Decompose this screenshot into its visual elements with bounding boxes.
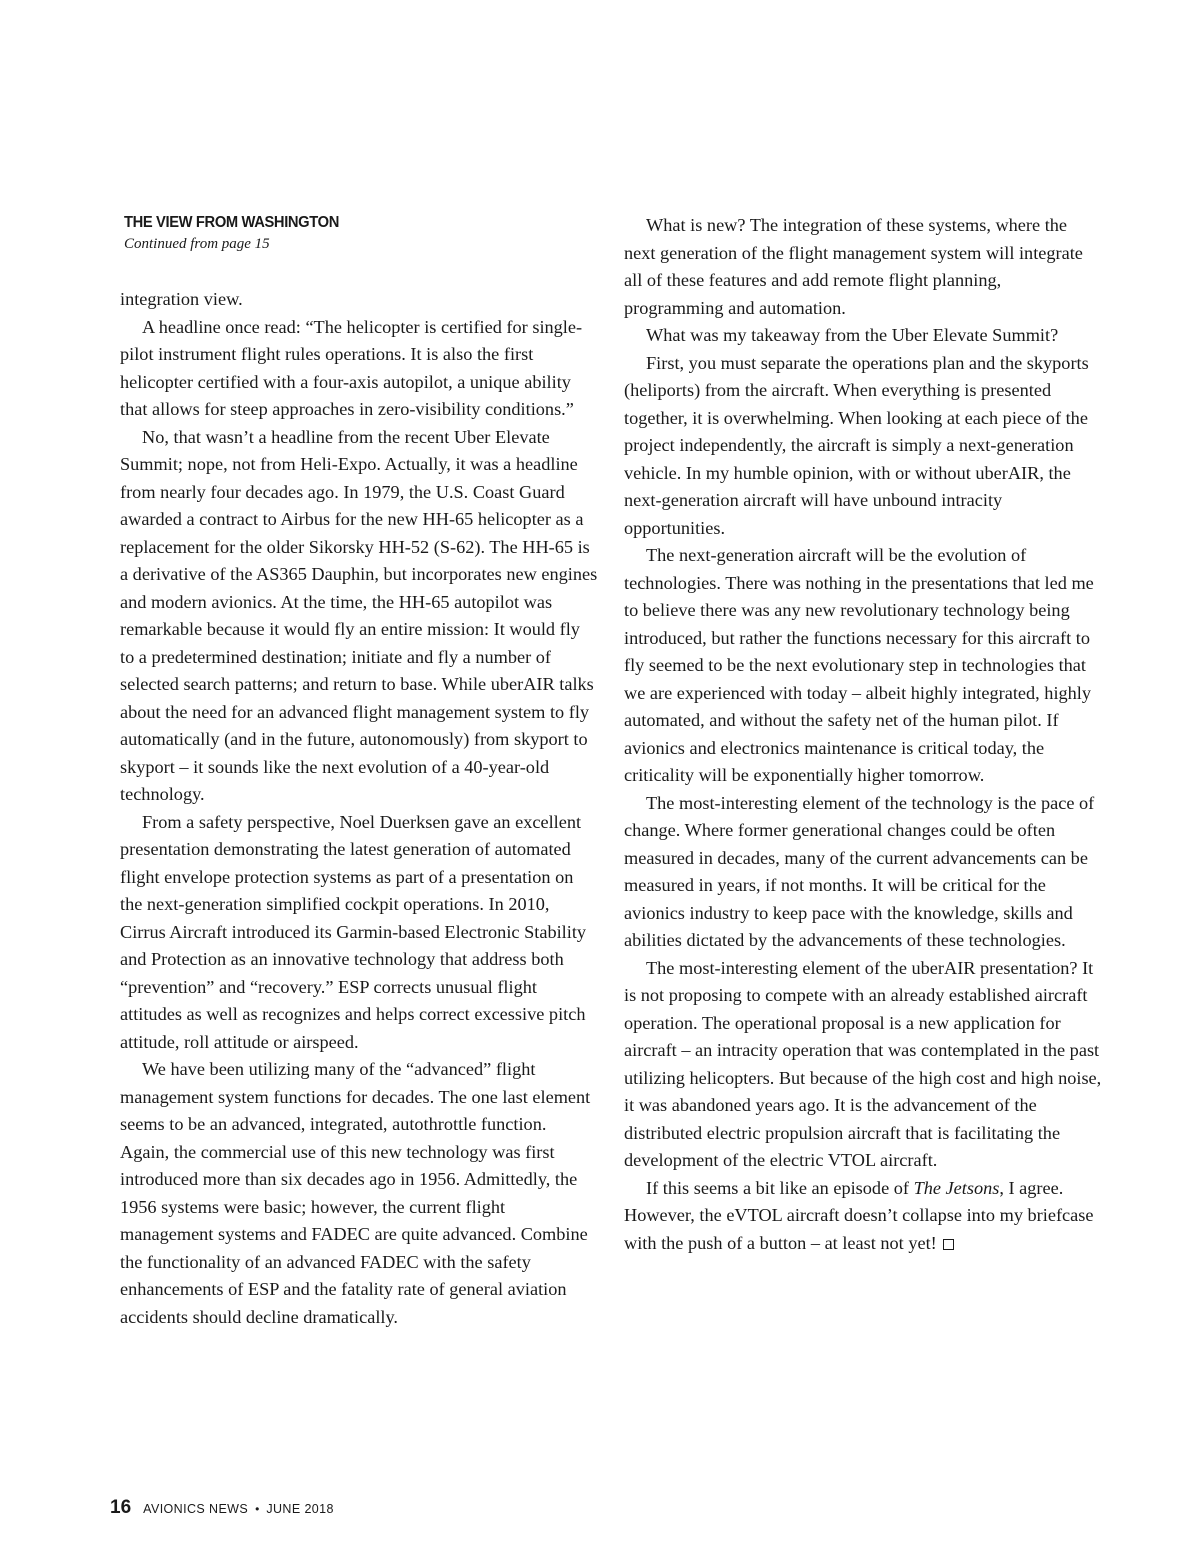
end-mark-icon	[943, 1239, 954, 1250]
show-title: The Jetsons	[913, 1177, 1000, 1198]
page-footer	[110, 1497, 334, 1519]
paragraph: From a safety perspective, Noel Duerksen gave an excellent presentation demonstrating the latest generation of automated flight envelope protection systems as part of a presentation on the next-generation simplified cockpit operations. In 2010, Cirrus Aircraft introduced its Garmin-based Electronic Stability and Protection as an innovative technology that address both “prevention” and “recovery.” ESP corrects unusual flight attitudes as well as recognizes and helps correct excessive pitch attitude, roll attitude or airspeed.	[120, 811, 587, 1052]
paragraph: First, you must separate the operations plan and the skyports (heliports) from the aircraft. When everything is presented together, it is overwhelming. When looking at each piece of the project independently, the aircraft is simply a next-generation vehicle. In my humble opinion, with or without uberAIR, the next-generation aircraft will have unbound intracity opportunities.	[624, 352, 1089, 538]
paragraph: We have been utilizing many of the “advanced” flight management system functions for decades. The one last element seems to be an advanced, integrated, autothrottle function. Again, the commercial use of this new technology was first introduced more than six decades ago in 1956. Admittedly, the 1956 systems were basic; however, the current flight management systems and FADEC are quite advanced. Combine the functionality of an advanced FADEC with the safety enhancements of ESP and the fatality rate of general aviation accidents should decline dramatically.	[120, 1059, 591, 1327]
paragraph: A headline once read: “The helicopter is certified for single-pilot instrument flight rules operations. It is also the first helicopter certified with a four-axis autopilot, a unique ability that allows for steep approaches in zero-visibility conditions.”	[120, 316, 583, 419]
final-text-after: , I agree. However, the eVTOL aircraft doesn’t collapse into my briefcase with the push of a button – at least not yet!	[624, 1177, 1094, 1253]
section-header	[124, 212, 584, 254]
continued-note: Continued from page 15	[124, 236, 270, 252]
footer-separator: •	[255, 1502, 260, 1516]
paragraph: What was my takeaway from the Uber Elevate Summit?	[646, 325, 1059, 345]
paragraph: The most-interesting element of the uberAIR presentation? It is not proposing to compete with an already established aircraft operation. The operational proposal is a new application for aircraft – an intracity operation that was contemplated in the past utilizing helicopters. But because of the high cost and high noise, it was abandoned years ago. It is the advancement of the distributed electric propulsion aircraft that is facilitating the development of the electric VTOL aircraft.	[624, 957, 1102, 1170]
paragraph: integration view.	[120, 289, 243, 309]
paragraph: The next-generation aircraft will be the evolution of technologies. There was nothing in the presentations that led me to believe there was any new revolutionary technology being introduced, but rather the functions necessary for this aircraft to fly seemed to be the next evolutionary step in technologies that we are experienced with today – albeit highly integrated, highly automated, and without the safety net of the human pilot. If avionics and electronics maintenance is critical today, the criticality will be exponentially higher tomorrow.	[624, 545, 1094, 785]
paragraph: No, that wasn’t a headline from the recent Uber Elevate Summit; nope, not from Heli-Expo. Actually, it was a headline from nearly four decades ago. In 1979, the U.S. Coast Guard awarded a contract to Airbus for the new HH-65 helicopter as a replacement for the older Sikorsky HH-52 (S-62). The HH-65 is a derivative of the AS365 Dauphin, but incorporates new engines and modern avionics. At the time, the HH-65 autopilot was remarkable because it would fly an entire mission: It would fly to a predetermined destination; initiate and fly a number of selected search patterns; and return to base. While uberAIR talks about the need for an advanced flight management system to fly automatically (and in the future, autonomously) from skyport to skyport – it sounds like the next evolution of a 40-year-old technology.	[120, 426, 598, 804]
final-text-before: If this seems a bit like an episode of	[646, 1177, 914, 1198]
paragraph: What is new? The integration of these systems, where the next generation of the flight management system will integrate all of these features and add remote flight planning, programming and automation.	[624, 215, 1083, 318]
page-number: 16	[110, 1497, 132, 1518]
magazine-name: AVIONICS NEWS	[143, 1502, 249, 1516]
paragraph: The most-interesting element of the technology is the pace of change. Where former generational changes could be often measured in decades, many of the current advancements can be measured in years, if not months. It will be critical for the avionics industry to keep pace with the knowledge, skills and abilities dictated by the advancements of these technologies.	[624, 792, 1095, 950]
right-column	[624, 212, 1102, 1257]
final-paragraph	[624, 1175, 1102, 1258]
section-title: THE VIEW FROM WASHINGTON	[124, 214, 339, 231]
left-column	[120, 286, 598, 1331]
issue-date: JUNE 2018	[266, 1502, 334, 1516]
